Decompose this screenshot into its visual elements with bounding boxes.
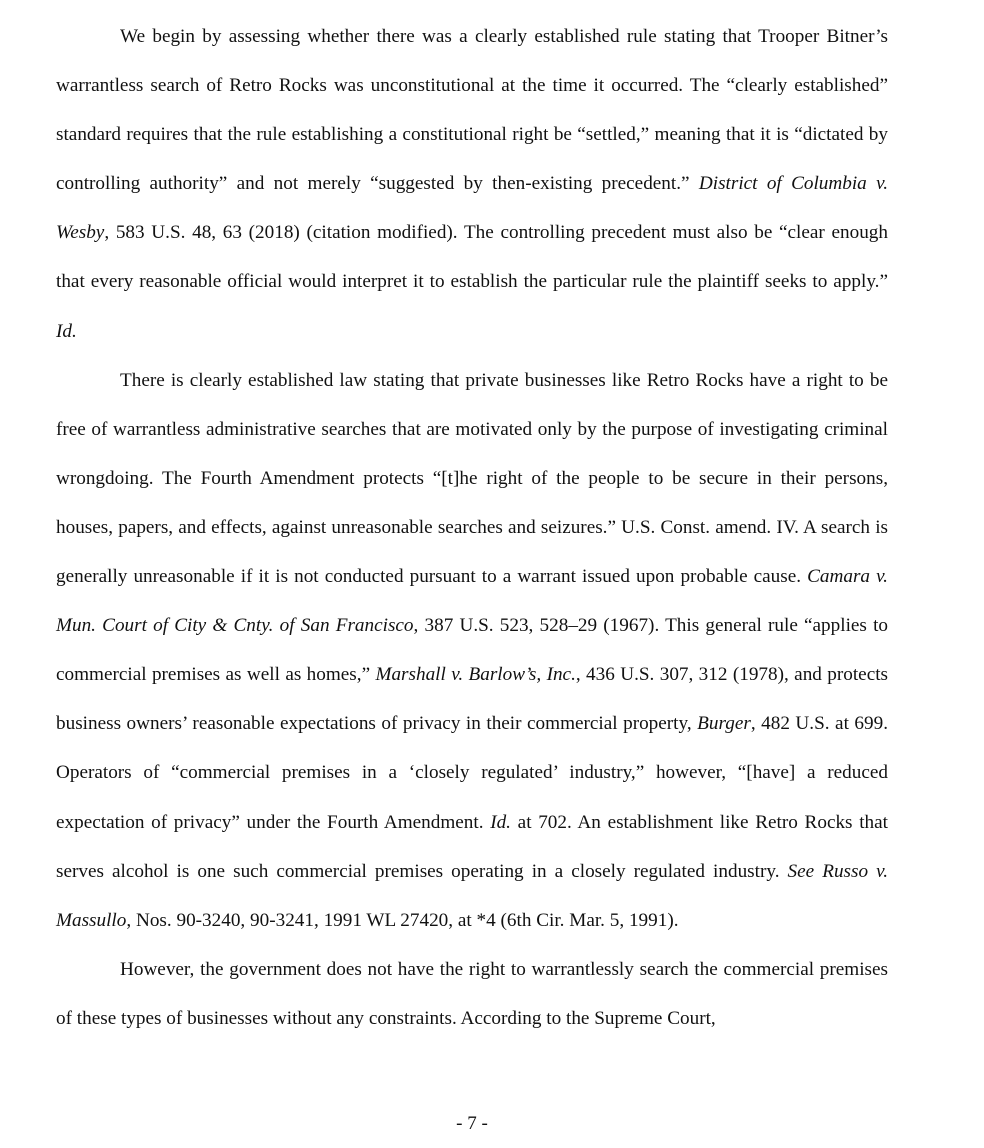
para2-text-5: at 702. An establishment like Retro Rocks that serves alcohol is one such commercial premises operating in a closely regulated industry. [56,811,888,882]
para1-case-wesby: District of Columbia v. Wesby [56,173,888,244]
para2-text-6: , Nos. 90-3240, 90-3241, 1991 WL 27420, at *4 (6th Cir. Mar. 5, 1991). [126,909,679,931]
para1-text-1: We begin by assessing whether there was a clearly established rule stating that Trooper Bitner’s warrantless search of Retro Rocks was unconstitutional at the time it occurred. The “clearly established” standard requires that the rule establishing a constitutional right be “settled,” meaning that it is “dictated by controlling authority” and not merely “suggested by then-existing precedent.” [56,26,888,195]
paragraph-2 [56,356,888,945]
para1-text-2: , 583 U.S. 48, 63 (2018) (citation modified). The controlling precedent must also be “clear enough that every reasonable official would interpret it to establish the particular rule the plaintiff seeks to apply.” [56,222,888,293]
para3-text-1: However, the government does not have the right to warrantlessly search the commercial premises of these types of businesses without any constraints. According to the Supreme Court, [56,958,888,1029]
para1-id-cite: Id. [56,320,77,342]
para2-case-russo: See Russo v. Massullo [56,860,888,931]
para2-case-burger: Burger [697,713,751,735]
para2-case-camara: Camara v. Mun. Court of City & Cnty. of San Francisco [56,566,888,637]
para2-text-3: , 436 U.S. 307, 312 (1978), and protects business owners’ reasonable expectations of privacy in their commercial property, [56,664,889,735]
para2-text-4: , 482 U.S. at 699. Operators of “commercial premises in a ‘closely regulated’ industry,” however, “[have] a reduced expectation of privacy” under the Fourth Amendment. [56,713,888,833]
document-body [56,12,888,1043]
para2-id-cite: Id. [490,811,511,833]
para2-text-1: There is clearly established law stating that private businesses like Retro Rocks have a right to be free of warrantless administrative searches that are motivated only by the purpose of investigating criminal wrongdoing. The Fourth Amendment protects “[t]he right of the people to be secure in their persons, houses, papers, and effects, against unreasonable searches and seizures.” U.S. Const. amend. IV. A search is generally unreasonable if it is not conducted pursuant to a warrant issued upon probable cause. [56,369,888,588]
paragraph-3 [56,945,888,1043]
page-number: - 7 - [456,1113,488,1134]
paragraph-1 [56,12,888,356]
para2-text-2: , 387 U.S. 523, 528–29 (1967). This general rule “applies to commercial premises as well as homes,” [56,615,888,686]
para2-case-marshall: Marshall v. Barlow’s, Inc. [375,664,576,686]
